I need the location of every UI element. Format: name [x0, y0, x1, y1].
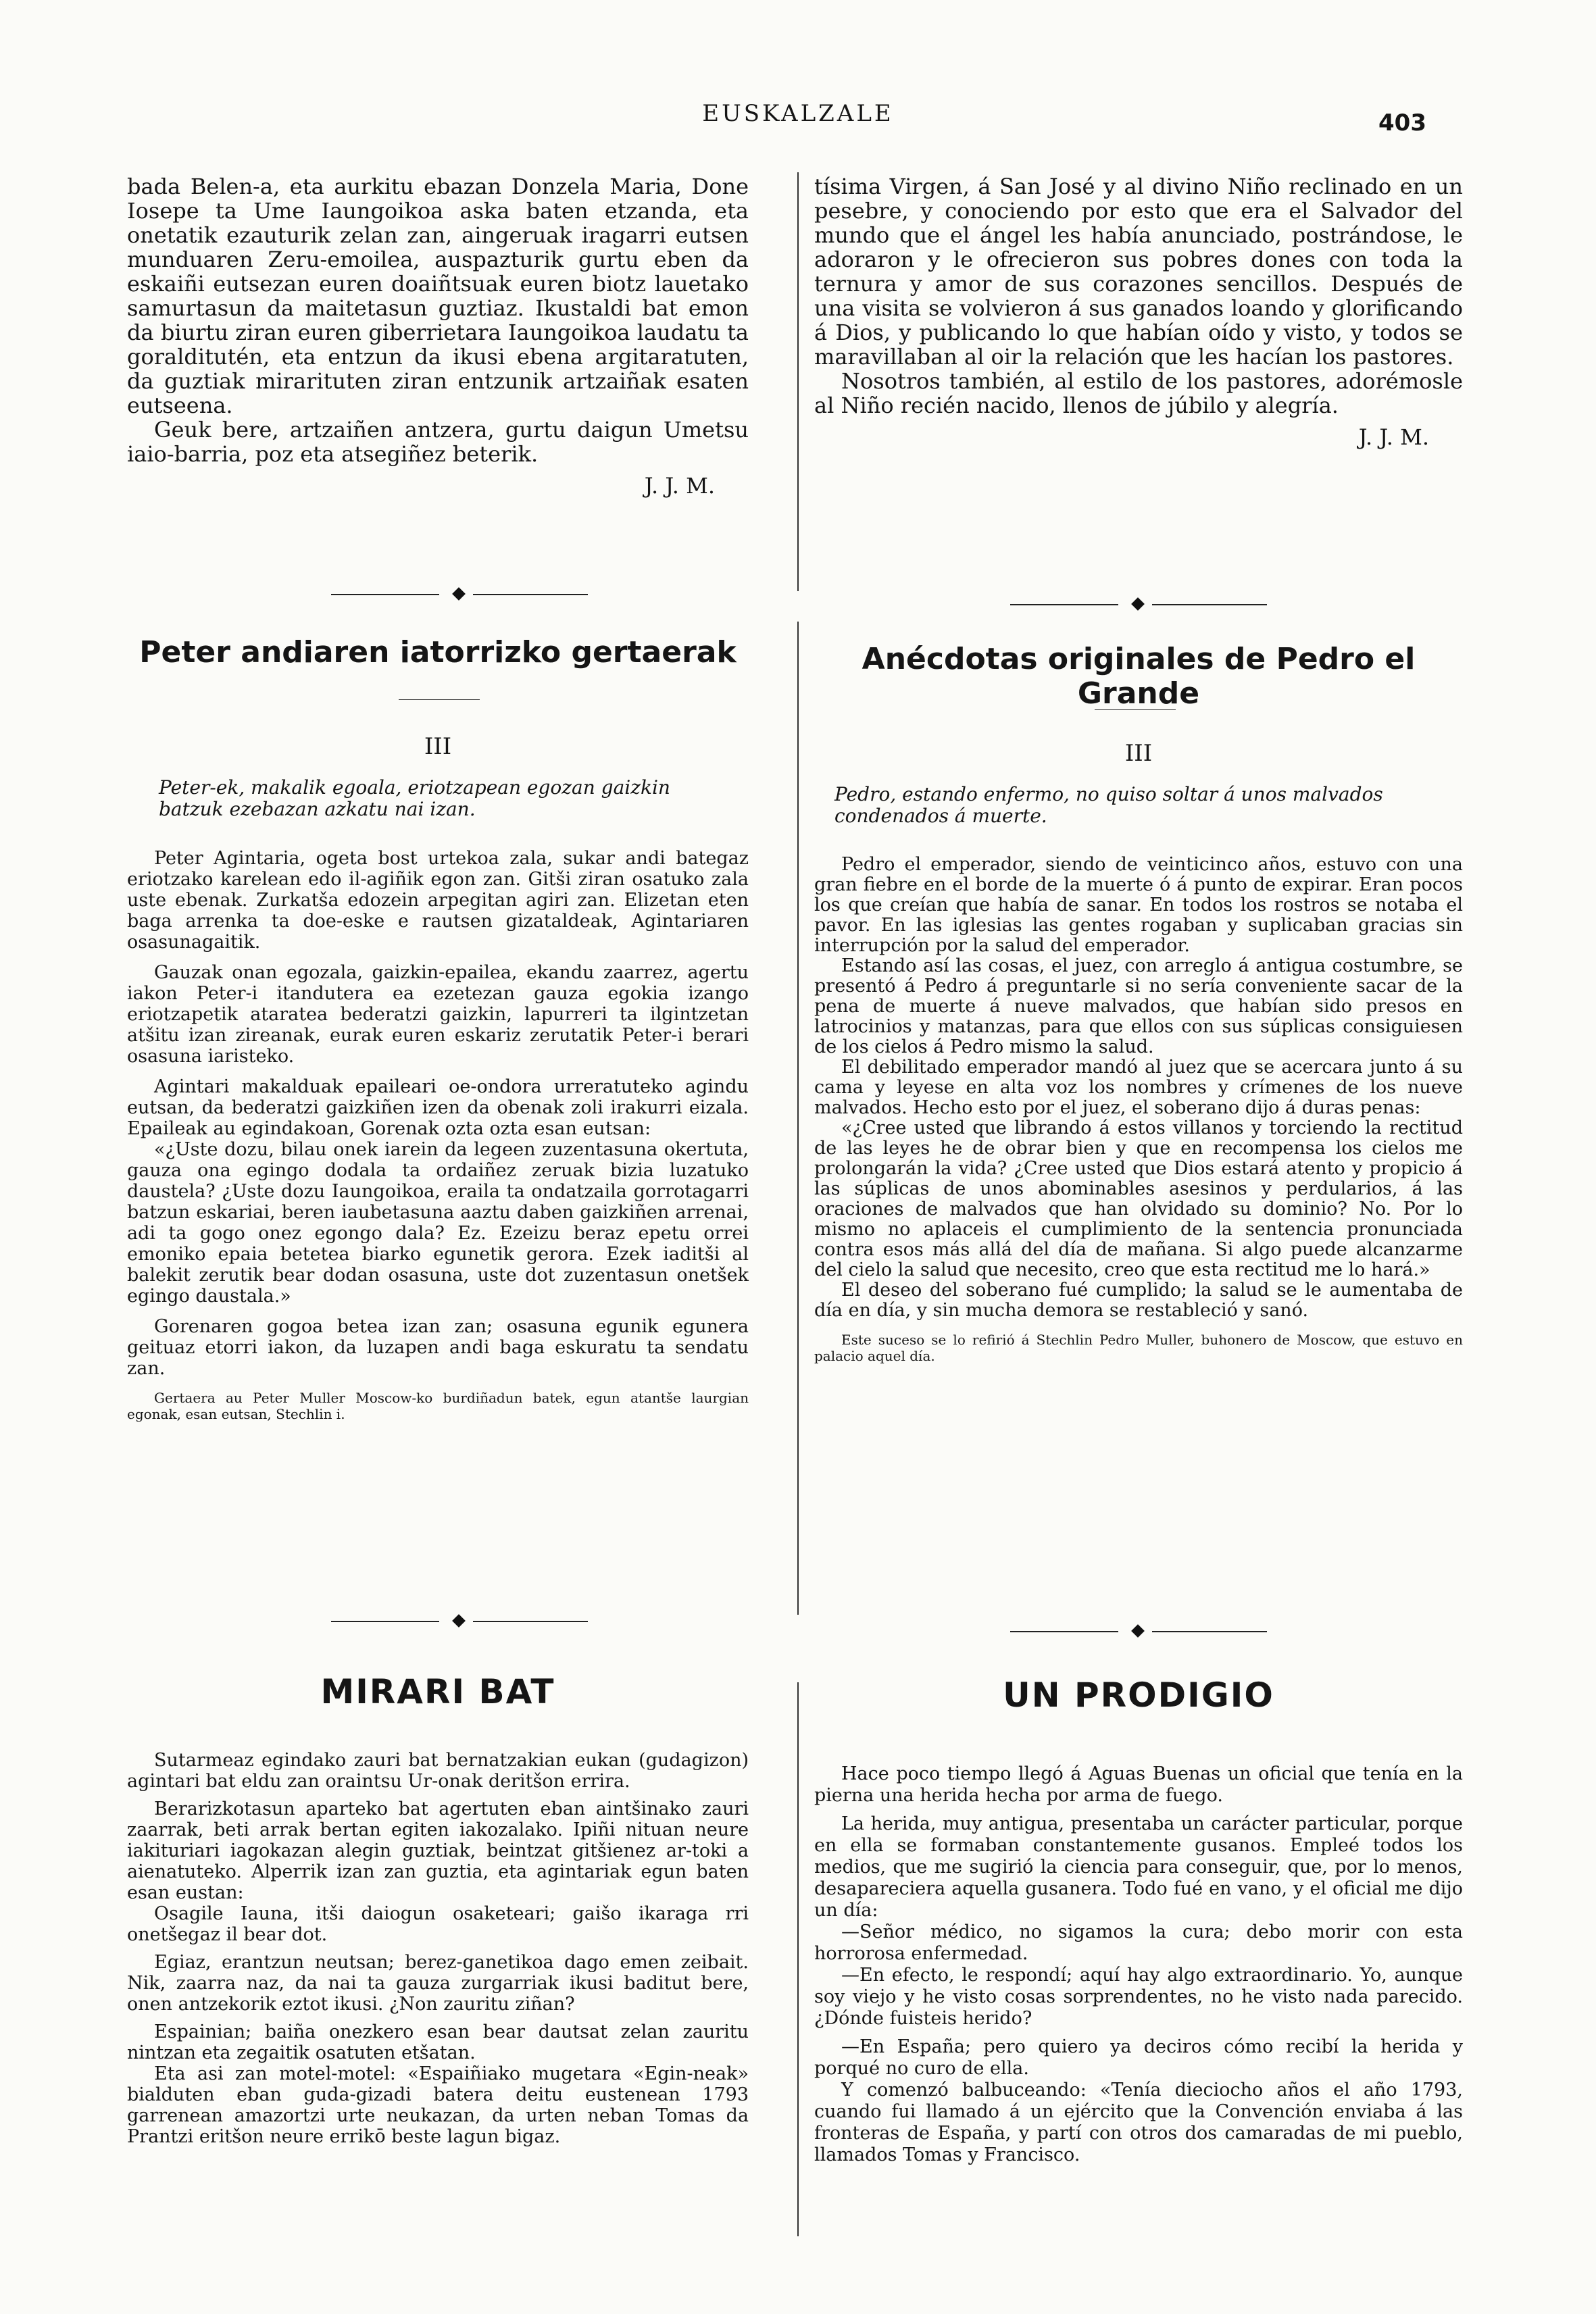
column-divider: [797, 1682, 799, 2236]
paragraph: Agintari makalduak epaileari oe-ondora urreratuteko agindu eutsan, da bederatzi gaizkiñen izen da obenak zoli irakurri eizala. Epaileak au egindakoan, Gorenak ozta ozta esan eutsan:: [127, 1076, 749, 1139]
paragraph: Hace poco tiempo llegó á Aguas Buenas un oficial que tenía en la pierna una herida hecha por arma de fuego.: [814, 1763, 1463, 1806]
section-ornament: [1010, 598, 1267, 611]
running-title: EUSKALZALE: [702, 100, 894, 127]
paragraph: Gorenaren gogoa betea izan zan; osasuna egunik egunera geituaz etorri iakon, da luzapen andi baga eskuratu ta sendatu zan.: [127, 1316, 749, 1379]
paragraph: Osagile Iauna, itši daiogun osaketeari; gaišo ikaraga rri onetšegaz il bear dot.: [127, 1903, 749, 1945]
section-title: UN PRODIGIO: [1003, 1676, 1274, 1715]
paragraph: —En efecto, le respondí; aquí hay algo extraordinario. Yo, aunque soy viejo y he visto cosas sorprendentes, no he visto nada parecido. ¿Dónde fuisteis herido?: [814, 1965, 1463, 2029]
footnote: Este suceso se lo refirió á Stechlin Pedro Muller, buhonero de Moscow, que estuvo en palacio aquel día.: [814, 1332, 1463, 1364]
section-ornament: [1010, 1625, 1267, 1638]
signature: J. J. M.: [1358, 424, 1429, 450]
signature: J. J. M.: [644, 473, 715, 499]
paragraph: Egiaz, erantzun neutsan; berez-ganetikoa dago emen zeibait. Nik, zaarra naz, da nai ta gauza zurgarriak ikusi baditut bere, onen antzekorik eztot ikusi. ¿Non zauritu ziñan?: [127, 1952, 749, 2015]
column-divider: [797, 622, 799, 1615]
column-divider: [797, 172, 799, 591]
paragraph: tísima Virgen, á San José y al divino Niño reclinado en un pesebre, y conociendo por esto que era el Salvador del mundo que el ángel les había anunciado, postrándose, le adoraron y le ofrecieron sus pobres dones con toda la ternura y amor de sus corazones sencillos. Después de una visita se volvieron á sus ganados loando y glorificando á Dios, y publicando lo que habían oído y visto, y todos se maravillaban al oir la relación que les hacían los pastores.: [814, 174, 1463, 370]
part-number: III: [424, 733, 452, 760]
paragraph: Pedro el emperador, siendo de veinticinco años, estuvo con una gran fiebre en el borde de la muerte ó á punto de expirar. Eran pocos los que creían que había de sanar. En todos los rostros se notaba el pavor. En las iglesias las gentes rogaban y suplicaban gracias sin interrupción por la salud del emperador.: [814, 854, 1463, 956]
section-title: MIRARI BAT: [320, 1672, 555, 1711]
section-title: Peter andiaren iatorrizko gertaerak: [139, 635, 737, 670]
paragraph: Peter Agintaria, ogeta bost urtekoa zala, sukar andi bategaz eriotzako karelean edo il-agiñik egon zan. Gitši ziran osatuko zala uste ebenak. Zurkatša edozein arpegitan agiri zan. Elizetan eten baga arrenka ta doe-eske e rautsen gizataldeak, Agintariaren osasunagaitik.: [127, 848, 749, 953]
paragraph: —Señor médico, no sigamos la cura; debo morir con esta horrorosa enfermedad.: [814, 1921, 1463, 1964]
paragraph: «¿Uste dozu, bilau onek iarein da legeen zuzentasuna okertuta, gauza ona egingo dodala ta ordaiñez zeruak bizia luzatuko daustela? ¿Uste dozu Iaungoikoa, eraila ta ondatzaila gorrotagarri batzun eskariai, beren iaubetasuna aaztu daben gaizkiñen arrenai, adi ta gogo onez egongo dala? Ez. Ezeizu beraz epetu orrei emoniko epaia betetea biarko egunetik gerora. Ezek iaditši al balekit zerutik bear dodan osasuna, uste dot zuzentasun onetšek egingo daustala.»: [127, 1139, 749, 1307]
paragraph: Eta asi zan motel-motel: «Espaiñiako mugetara «Egin-neak» bialduten eban guda-gizadi batera deitu eustenean 1793 garrenean amazortzi urte neukazan, da urten neban Tomas da Prantzi eritšon neure errikō beste lagun bigaz.: [127, 2063, 749, 2147]
section-title: Anécdotas originales de Pedro el Grande: [862, 642, 1416, 711]
part-number: III: [1124, 740, 1153, 767]
paragraph: Geuk bere, artzaiñen antzera, gurtu daigun Umetsu iaio-barria, poz eta atsegiñez beterik.: [127, 417, 749, 467]
paragraph: El debilitado emperador mandó al juez que se acercara junto á su cama y leyese en alta voz los nombres y crímenes de los nueve malvados. Hecho esto por el juez, el soberano dijo á duras penas:: [814, 1057, 1463, 1118]
paragraph: —En España; pero quiero ya deciros cómo recibí la herida y porqué no curo de ella.: [814, 2036, 1463, 2079]
title-rule: [1095, 709, 1176, 710]
paragraph: Berarizkotasun aparteko bat agertuten eban aintšinako zauri zaarrak, beti arrak bertan egiten iakozalako. Ipiñi nituan neure iakituriari iagokazan alegin guztiak, beintzat gitšienez ar-toki a aienatuteko. Alperrik izan zan guztia, eta agintariak egun baten esan eustan:: [127, 1799, 749, 1903]
section-ornament: [331, 1615, 588, 1628]
paragraph: Y comenzó balbuceando: «Tenía dieciocho años el año 1793, cuando fui llamado á un ejército que la Convención enviaba á las fronteras de España, y partí con otros dos camaradas de mi pueblo, llamados Tomas y Francisco.: [814, 2080, 1463, 2165]
story-summary: Peter-ek, makalik egoala, eriotzapean egozan gaizkin batzuk ezebazan azkatu nai izan.: [159, 776, 670, 820]
page-number: 403: [1378, 109, 1426, 136]
section-ornament: [331, 588, 588, 601]
title-rule: [399, 699, 480, 700]
paragraph: Sutarmeaz egindako zauri bat bernatzakian eukan (gudagizon) agintari bat eldu zan oraintsu Ur-onak deritšon errira.: [127, 1750, 749, 1792]
left-intro: [127, 174, 749, 499]
right-miracle: [814, 1763, 1463, 2166]
paragraph: El deseo del soberano fué cumplido; la salud se le aumentaba de día en día, y sin mucha demora se restableció y sanó.: [814, 1280, 1463, 1321]
paragraph: «¿Cree usted que librando á estos villanos y torciendo la rectitud de las leyes he de obrar bien y que en recompensa los cielos me prolongarán la vida? ¿Cree usted que Dios estará atento y propicio á las súplicas de unos abominables asesinos y perdularios, á las oraciones de malvados que han olvidado su dominio? No. Por lo mismo no aplaceis el cumplimiento de la sentencia pronunciada contra esos más allá del día de mañana. Si algo puede alcanzarme del cielo la salud que necesito, creo que esta rectitud me lo hará.»: [814, 1117, 1463, 1280]
paragraph: La herida, muy antigua, presentaba un carácter particular, porque en ella se formaban constantemente gusanos. Empleé todos los medios, que me sugirió la ciencia para conseguir, que, por lo menos, desapareciera aquella gusanera. Todo fué en vano, y el oficial me dijo un día:: [814, 1813, 1463, 1921]
right-intro: [814, 174, 1463, 450]
story-summary: Pedro, estando enfermo, no quiso soltar á unos malvados condenados á muerte.: [834, 783, 1383, 827]
paragraph: Gauzak onan egozala, gaizkin-epailea, ekandu zaarrez, agertu iakon Peter-i itandutera ea ezetezan gauza egokia izango eriotzapetik ataratea bederatzi gaizkin, lapurreri ta ilgintzetan atšitu izan zireanak, eurak euren eskariz zerutatik Peter-i berari osasuna iaristeko.: [127, 962, 749, 1067]
left-story: [127, 848, 749, 1422]
paragraph: Estando así las cosas, el juez, con arreglo á antigua costumbre, se presentó á Pedro á preguntarle si no sería conveniente sacar de la pena de muerte á nueve malvados, que habían sido presos en latrocinios y matanzas, para que ellos con sus súplicas consiguiesen de los cielos á Pedro mismo la salud.: [814, 955, 1463, 1057]
paragraph: Espainian; baiña onezkero esan bear dautsat zelan zauritu nintzan eta zegaitik osatuten etšatan.: [127, 2021, 749, 2063]
footnote: Gertaera au Peter Muller Moscow-ko burdiñadun batek, egun atantše laurgian egonak, esan eutsan, Stechlin i.: [127, 1390, 749, 1422]
left-miracle: [127, 1750, 749, 2147]
paragraph: bada Belen-a, eta aurkitu ebazan Donzela Maria, Done Iosepe ta Ume Iaungoikoa aska baten etzanda, eta onetatik ezauturik zelan zan, aingeruak iragarri eutsen munduaren Zeru-emoilea, auspazturik gurtu eben da eskaiñi eutsezan euren doaiñtsuak euren biotz lauetako samurtasun da maitetasun guztiaz. Ikustaldi bat emon da biurtu ziran euren giberrietara Iaungoikoa laudatu ta goralditutén, eta entzun da ikusi ebena argitaratuten, da guztiak mirarituten ziran entzunik artzaiñak esaten eutseena.: [127, 174, 749, 418]
paragraph: Nosotros también, al estilo de los pastores, adorémosle al Niño recién nacido, llenos de júbilo y alegría.: [814, 368, 1463, 418]
right-story: [814, 855, 1463, 1364]
